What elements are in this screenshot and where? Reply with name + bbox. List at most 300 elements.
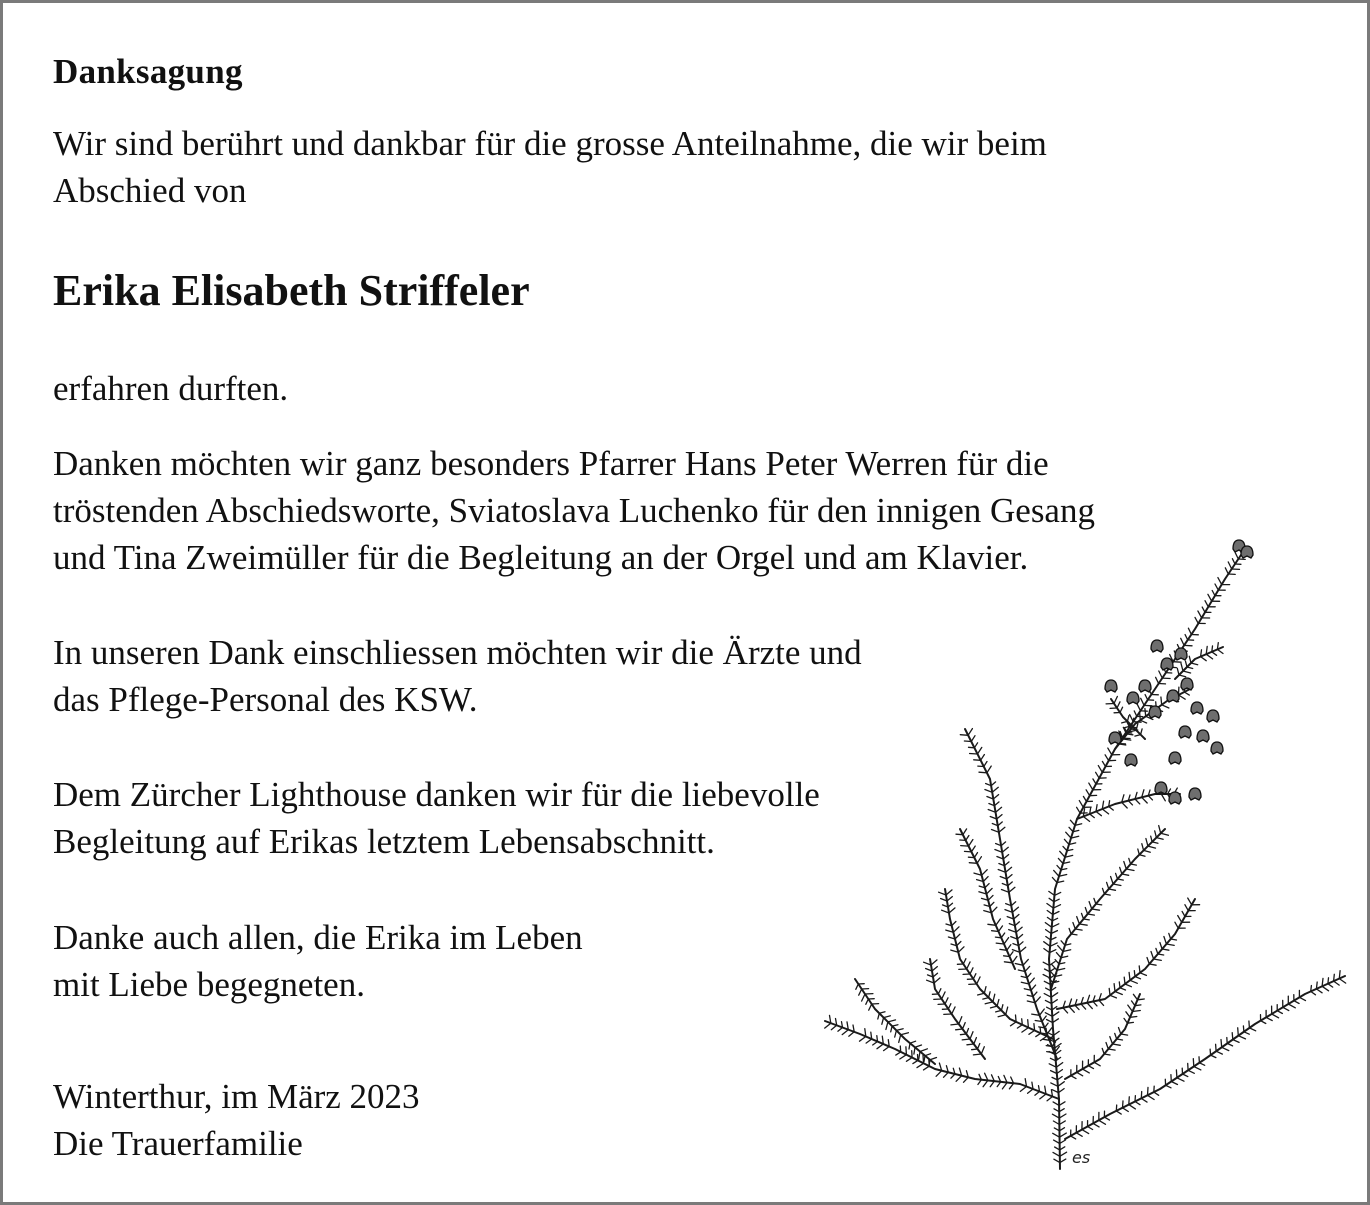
flower-bell	[1175, 648, 1187, 660]
leaf	[1077, 1072, 1083, 1076]
leaf	[1227, 1043, 1232, 1046]
leaf	[1191, 663, 1198, 665]
leaf	[914, 1047, 915, 1054]
leaf	[1045, 923, 1051, 928]
leaf	[1128, 1022, 1134, 1023]
leaf	[983, 998, 989, 1000]
leaf	[1034, 1024, 1035, 1031]
leaf	[1201, 657, 1207, 661]
leaf	[1044, 949, 1050, 953]
leaf	[974, 1038, 977, 1044]
leaf	[1139, 855, 1145, 857]
leaf	[992, 931, 999, 932]
flower-bell	[1149, 706, 1161, 718]
leaf	[970, 1032, 973, 1039]
leaf	[991, 907, 997, 913]
leaf	[978, 1044, 980, 1050]
leaf	[1198, 611, 1202, 618]
flower-bell	[1189, 788, 1201, 800]
leaf	[1130, 1017, 1137, 1018]
leaf	[838, 1028, 843, 1032]
leaf	[1232, 1033, 1233, 1040]
leaf	[1145, 709, 1146, 717]
leaf	[860, 1037, 866, 1042]
leaf	[909, 1043, 910, 1049]
doctors-line-1: In unseren Dank einschliessen möchten wir die Ärzte und	[53, 633, 862, 672]
leaf	[1071, 1076, 1076, 1079]
leaf	[1311, 991, 1316, 994]
leaf	[1235, 553, 1238, 559]
flower-bell	[1151, 640, 1163, 652]
leaf	[1094, 1062, 1100, 1066]
leaf	[987, 766, 991, 773]
leaf	[1161, 833, 1169, 835]
leaf	[1316, 982, 1317, 989]
leaf	[1127, 716, 1129, 722]
leaf	[1129, 972, 1130, 980]
leaf	[987, 888, 993, 894]
leaf	[1089, 902, 1092, 909]
leaf	[1186, 661, 1188, 667]
leaf	[1141, 1098, 1147, 1102]
leaf	[1146, 839, 1148, 847]
leaf	[1328, 978, 1329, 984]
leaf	[1009, 1083, 1013, 1089]
leaf	[1022, 1019, 1023, 1025]
leaf	[1182, 911, 1185, 916]
lighthouse-line-2: Begleitung auf Erikas letztem Lebensabschnitt.	[53, 822, 715, 861]
leaf	[1244, 1032, 1249, 1034]
leaf	[901, 1033, 909, 1035]
leaf	[1042, 1016, 1046, 1022]
leaf	[1189, 656, 1191, 663]
leaf	[949, 908, 955, 913]
leaf	[877, 1044, 883, 1049]
leaf	[1047, 904, 1054, 909]
leaf	[1126, 869, 1134, 871]
leaf	[1221, 1040, 1222, 1048]
leaf	[966, 836, 969, 841]
leaf	[985, 884, 989, 888]
leaf	[989, 992, 991, 998]
leaf	[1077, 807, 1081, 813]
all-line-2: mit Liebe begegneten.	[53, 965, 365, 1004]
leaf	[906, 1047, 907, 1055]
leaf	[965, 851, 972, 852]
leaf	[1159, 671, 1163, 678]
leaf	[1121, 1034, 1128, 1035]
leaf	[1052, 1012, 1059, 1016]
leaf	[1014, 915, 1019, 920]
leaf	[974, 743, 977, 748]
leaf	[1020, 1087, 1026, 1092]
leaf	[1162, 949, 1169, 950]
leaf	[1187, 667, 1193, 669]
leaf	[1109, 988, 1110, 995]
flower-bell	[1241, 546, 1253, 558]
flower-bell	[1127, 692, 1139, 704]
leaf	[1006, 1007, 1008, 1015]
leaf	[1133, 994, 1137, 1000]
leaf	[1069, 827, 1073, 831]
leaf	[877, 1036, 878, 1042]
leaf	[1322, 978, 1323, 986]
leaf	[1124, 862, 1127, 870]
leaf	[1087, 1003, 1092, 1009]
leaf	[963, 1023, 966, 1029]
leaf	[915, 1045, 922, 1047]
leaf	[1111, 877, 1114, 885]
leaf	[996, 919, 1001, 925]
leaf	[1144, 850, 1151, 852]
leaf	[1127, 734, 1133, 735]
leaf	[1079, 801, 1083, 808]
leaf	[1012, 956, 1017, 962]
stem-6	[1057, 899, 1195, 1009]
leaf	[1299, 997, 1305, 1000]
leaf	[1047, 911, 1053, 915]
leaf	[873, 1042, 878, 1046]
leaf	[936, 1071, 942, 1077]
leaf	[1178, 916, 1182, 923]
leaf	[1055, 960, 1059, 964]
leaf	[1124, 1018, 1128, 1023]
leaf	[1002, 1083, 1007, 1089]
leaf	[1054, 870, 1059, 876]
leaf	[1096, 772, 1100, 778]
signature: Die Trauerfamilie	[53, 1124, 303, 1163]
leaf	[1109, 807, 1114, 811]
leaf	[1116, 1111, 1121, 1114]
leaf	[1029, 1030, 1035, 1034]
leaf	[1185, 905, 1188, 911]
leaf	[996, 943, 1004, 944]
leaf	[1283, 1007, 1289, 1010]
leaf	[964, 741, 971, 742]
leaf	[1210, 1049, 1211, 1055]
leaf	[1093, 1002, 1097, 1006]
leaf	[1020, 947, 1026, 952]
leaf	[1004, 938, 1009, 944]
leaf	[990, 902, 994, 906]
heather-stems	[825, 549, 1345, 1169]
stem-7	[960, 829, 1015, 969]
leaf	[1188, 1070, 1194, 1073]
leaf	[931, 960, 937, 965]
leaf	[981, 755, 985, 761]
leaf	[932, 967, 937, 971]
leaf	[896, 1052, 901, 1055]
all-line-1: Danke auch allen, die Erika im Leben	[53, 918, 583, 957]
leaf	[1151, 952, 1154, 960]
leaf	[1115, 1033, 1117, 1039]
leaf	[1128, 1005, 1133, 1011]
leaf	[1155, 831, 1157, 838]
leaf	[1040, 1094, 1046, 1099]
leaf	[1161, 697, 1162, 705]
leaf	[1334, 974, 1335, 981]
leaf	[962, 1039, 970, 1040]
leaf	[1019, 942, 1023, 946]
leaf	[1104, 894, 1110, 895]
thanks-line-3: und Tina Zweimüller für die Begleitung an der Orgel und am Klavier.	[53, 538, 1029, 577]
doctors-line-2: das Pflege-Personal des KSW.	[53, 680, 478, 719]
leaf	[973, 1054, 981, 1055]
thanks-line-1: Danken möchten wir ganz besonders Pfarrer Hans Peter Werren für die	[53, 444, 1049, 483]
leaf	[1015, 922, 1020, 926]
leaf	[1076, 1133, 1082, 1137]
leaf	[961, 846, 969, 847]
leaf	[990, 1081, 994, 1087]
leaf	[1114, 984, 1115, 992]
leaf	[1212, 646, 1213, 652]
leaf	[1148, 1095, 1155, 1099]
flower-bell	[1169, 792, 1181, 804]
leaf	[1028, 1020, 1029, 1028]
leaf	[1105, 755, 1109, 761]
leaf	[999, 827, 1005, 832]
leaf	[970, 754, 978, 755]
leaf	[1339, 971, 1340, 979]
leaf	[951, 1024, 959, 1025]
leaf	[1102, 809, 1108, 814]
leaf	[978, 747, 982, 754]
leaf	[1129, 858, 1131, 864]
leaf	[1134, 971, 1135, 977]
flower-bell	[1155, 782, 1167, 794]
leaf	[1004, 956, 1010, 957]
leaf	[1000, 949, 1007, 950]
leaf	[958, 947, 964, 953]
leaf	[1173, 662, 1181, 663]
leaf	[946, 890, 952, 895]
leaf	[1169, 933, 1171, 939]
leaf	[920, 1049, 927, 1052]
leaf	[1059, 1114, 1066, 1118]
leaf	[963, 829, 967, 835]
leaf	[977, 857, 981, 864]
leaf	[971, 736, 975, 742]
leaf	[1059, 1089, 1065, 1093]
leaf	[1272, 1014, 1279, 1018]
leaf	[884, 1047, 890, 1051]
leaf	[1096, 812, 1101, 816]
leaf	[1082, 1130, 1089, 1134]
leaf	[1120, 988, 1126, 990]
leaf	[997, 815, 1002, 819]
leaf	[1140, 713, 1141, 720]
leaf	[981, 1047, 984, 1054]
leaf	[1266, 1017, 1272, 1020]
leaf	[1135, 799, 1140, 804]
leaf	[969, 863, 977, 864]
leaf	[1142, 797, 1148, 803]
notice-title: Danksagung	[53, 52, 243, 91]
leaf	[924, 1056, 925, 1062]
leaf	[1058, 1082, 1064, 1087]
leaf	[956, 1029, 963, 1030]
leaf	[952, 1007, 955, 1014]
leaf	[899, 1035, 901, 1043]
leaf	[1033, 992, 1037, 996]
leaf	[1212, 591, 1215, 596]
leaf	[1016, 1015, 1017, 1022]
leaf	[1088, 914, 1095, 915]
leaf	[1206, 654, 1212, 659]
leaf	[1051, 993, 1058, 997]
leaf	[1159, 826, 1161, 834]
intro-line-1: Wir sind berührt und dankbar für die grosse Anteilnahme, die wir beim	[53, 124, 1047, 163]
leaf	[1135, 1102, 1140, 1105]
leaf	[923, 1055, 924, 1063]
leaf	[947, 897, 952, 901]
heather-flowers	[1105, 540, 1253, 804]
leaf	[1083, 796, 1086, 801]
leaf	[1109, 801, 1110, 807]
leaf	[1106, 1043, 1108, 1050]
leaf	[1148, 846, 1156, 848]
leaf	[1156, 948, 1158, 954]
leaf	[1028, 1089, 1033, 1093]
leaf	[1010, 952, 1014, 957]
leaf	[1110, 1037, 1113, 1044]
leaf	[1176, 1070, 1177, 1078]
leaf	[991, 1006, 998, 1008]
leaf	[1108, 748, 1112, 755]
after-name-text: erfahren durften.	[53, 369, 289, 408]
leaf	[1137, 705, 1140, 711]
leaf	[1007, 945, 1011, 951]
leaf	[1164, 937, 1167, 945]
leaf	[1228, 562, 1232, 569]
leaf	[998, 1015, 1006, 1017]
leaf	[878, 1013, 880, 1019]
leaf	[891, 1026, 892, 1032]
deceased-name: Erika Elisabeth Striffeler	[53, 266, 530, 315]
leaf	[1070, 820, 1075, 825]
leaf	[1149, 964, 1156, 965]
leaf	[979, 772, 987, 773]
leaf	[1001, 1005, 1003, 1011]
leaf	[1088, 1127, 1093, 1130]
leaf	[1188, 628, 1191, 634]
leaf	[996, 807, 1002, 812]
stem-10	[1077, 794, 1180, 819]
leaf	[1233, 1040, 1239, 1043]
flower-bell	[1169, 752, 1181, 764]
artist-initials: es	[1072, 1148, 1091, 1167]
leaf	[1035, 997, 1040, 1003]
leaf	[1188, 898, 1192, 905]
leaf	[1322, 986, 1329, 991]
leaf	[1294, 1001, 1299, 1004]
leaf	[1006, 867, 1012, 872]
leaf	[1017, 935, 1022, 940]
leaf	[1063, 846, 1067, 850]
leaf	[1119, 1028, 1121, 1035]
leaf	[1114, 696, 1117, 703]
leaf	[1171, 939, 1177, 940]
leaf	[1249, 1028, 1255, 1031]
leaf	[886, 1022, 888, 1030]
leaf	[982, 870, 988, 876]
leaf	[1181, 638, 1184, 645]
leaf	[1171, 1082, 1177, 1085]
leaf	[1185, 635, 1188, 640]
leaf	[1007, 875, 1012, 879]
leaf	[967, 962, 970, 969]
leaf	[1152, 842, 1158, 843]
leaf	[900, 1055, 907, 1059]
leaf	[1148, 796, 1152, 800]
leaf	[970, 968, 973, 974]
leaf	[1211, 1055, 1216, 1058]
leaf	[968, 729, 972, 736]
leaf	[1069, 1007, 1074, 1013]
leaf	[1141, 698, 1144, 705]
leaf	[1081, 1004, 1086, 1009]
leaf	[964, 1077, 969, 1082]
leaf	[996, 1010, 1002, 1012]
leaf	[956, 834, 963, 835]
leaf	[919, 1052, 920, 1060]
leaf	[917, 1063, 924, 1067]
flower-bell	[1125, 754, 1137, 766]
leaf	[1133, 722, 1141, 723]
leaf	[973, 974, 976, 979]
leaf	[862, 994, 865, 1001]
leaf	[1040, 1027, 1041, 1033]
leaf	[1052, 878, 1057, 883]
intro-line-2: Abschied von	[53, 171, 247, 210]
leaf	[1060, 1133, 1067, 1137]
leaf	[1088, 1066, 1093, 1069]
leaf	[1123, 739, 1131, 740]
leaf	[1216, 1044, 1217, 1051]
leaf	[1104, 1054, 1110, 1055]
leaf	[1158, 954, 1164, 955]
leaf	[997, 1000, 999, 1007]
leaf	[1063, 1008, 1068, 1013]
leaf	[1075, 1005, 1079, 1009]
leaf	[1161, 794, 1165, 801]
leaf	[842, 1030, 848, 1035]
leaf	[888, 1020, 896, 1022]
leaf	[995, 937, 1001, 938]
leaf	[1093, 779, 1096, 784]
leaf	[1175, 922, 1178, 928]
leaf	[1057, 866, 1061, 870]
flower-bell	[1105, 680, 1117, 692]
leaf	[945, 998, 948, 1004]
leaf	[1138, 849, 1140, 855]
flower-bell	[1167, 690, 1179, 702]
leaf	[1099, 1120, 1106, 1124]
leaf	[1045, 1023, 1049, 1028]
stem-14	[855, 979, 935, 1064]
leaf	[1023, 959, 1028, 965]
leaf	[1086, 790, 1090, 796]
flower-bell	[1139, 680, 1151, 692]
leaf	[1328, 984, 1333, 987]
leaf	[959, 1017, 962, 1024]
leaf	[1138, 999, 1145, 1000]
leaf	[1082, 913, 1084, 919]
leaf	[985, 1002, 993, 1004]
leaf	[1071, 934, 1077, 935]
leaf	[984, 987, 986, 994]
lighthouse-line-1: Dem Zürcher Lighthouse danken wir für die liebevolle	[53, 775, 820, 814]
